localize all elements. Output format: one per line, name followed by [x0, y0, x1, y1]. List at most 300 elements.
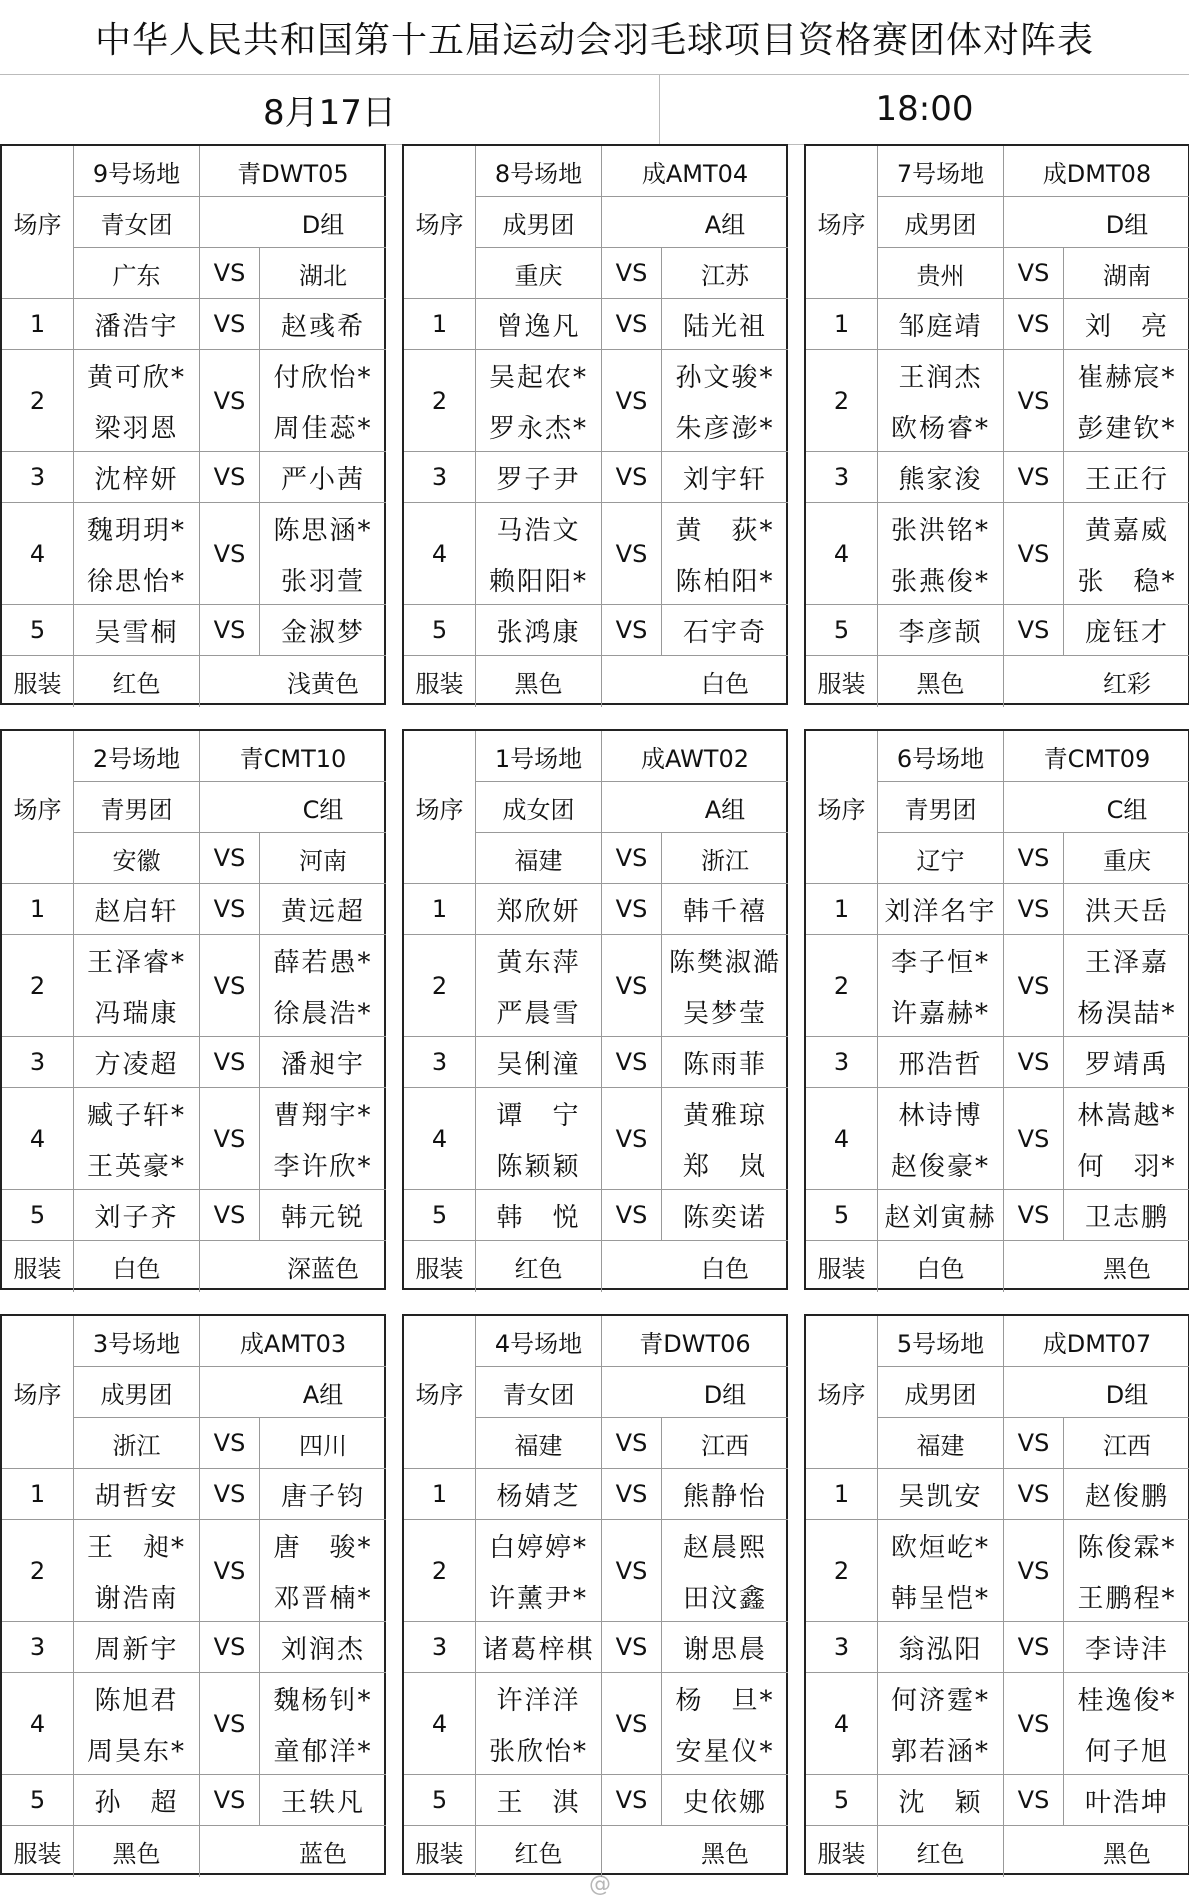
match-block [0, 144, 386, 705]
vs-label: VS [200, 1622, 260, 1673]
match-number: 3 [806, 452, 878, 503]
player-a: 王泽睿* [74, 935, 200, 986]
team-type: 成男团 [74, 1367, 200, 1418]
group-name: D组 [1064, 1367, 1189, 1418]
player-b: 刘 亮 [1064, 299, 1189, 350]
uniform-b: 白色 [701, 1255, 749, 1283]
player-b: 陈奕诺 [662, 1190, 788, 1241]
match-number: 1 [2, 299, 74, 350]
vs-label: VS [1004, 1418, 1064, 1469]
player-a: 刘子齐 [74, 1190, 200, 1241]
blank-cell [602, 1367, 662, 1418]
vs-label: VS [602, 1469, 662, 1520]
match-code: 成DMT07 [1004, 1316, 1189, 1367]
player-b: 庞钰才 [1064, 605, 1189, 656]
player-a: 赵启轩 [74, 884, 200, 935]
player-a: 王 淇 [476, 1775, 602, 1826]
player-a: 吴凯安 [878, 1469, 1004, 1520]
player-b: 潘昶宇 [260, 1037, 386, 1088]
player-b: 曹翔宇* [273, 1101, 373, 1131]
blank-cell [1004, 782, 1064, 833]
team-b: 江西 [662, 1418, 788, 1469]
team-b: 河南 [260, 833, 386, 884]
team-b: 浙江 [662, 833, 788, 884]
order-label: 场序 [404, 1316, 476, 1469]
team-a: 辽宁 [878, 833, 1004, 884]
match-number: 3 [404, 452, 476, 503]
player-a: 吴俐潼 [476, 1037, 602, 1088]
player-b: 黄 荻* [675, 516, 775, 546]
court-name: 1号场地 [476, 731, 602, 782]
player-b: 史依娜 [662, 1775, 788, 1826]
match-number: 4 [404, 1673, 476, 1775]
order-label: 场序 [2, 146, 74, 299]
group-name: D组 [260, 197, 386, 248]
group-name: D组 [1064, 197, 1189, 248]
player-a: 杨婧芝 [476, 1469, 602, 1520]
player-a: 沈 颖 [878, 1775, 1004, 1826]
vs-label: VS [200, 248, 260, 299]
player-a: 谭 宁 [476, 1088, 602, 1139]
team-a: 福建 [476, 833, 602, 884]
player-a: 张洪铭* [878, 503, 1004, 554]
player-b: 熊静怡 [662, 1469, 788, 1520]
player-b: 陈雨菲 [662, 1037, 788, 1088]
match-code: 青CMT10 [200, 731, 386, 782]
uniform-b: 黑色 [1103, 1840, 1151, 1868]
blank-cell [200, 1826, 260, 1877]
vs-label: VS [602, 1037, 662, 1088]
vs-label: VS [200, 1673, 260, 1775]
group-name: D组 [662, 1367, 788, 1418]
player-b: 王泽嘉 [1084, 948, 1169, 978]
blank-cell [1004, 656, 1064, 707]
player-b: 金淑梦 [260, 605, 386, 656]
order-label: 场序 [404, 731, 476, 884]
team-type: 成男团 [476, 197, 602, 248]
player-b: 朱彦澎* [662, 401, 788, 452]
vs-label: VS [200, 1469, 260, 1520]
vs-label: VS [602, 1775, 662, 1826]
team-a: 广东 [74, 248, 200, 299]
uniform-b: 黑色 [1103, 1255, 1151, 1283]
match-number: 4 [2, 1088, 74, 1190]
match-number: 1 [2, 1469, 74, 1520]
player-b: 陈柏阳* [662, 554, 788, 605]
player-b: 王正行 [1064, 452, 1189, 503]
match-number: 2 [404, 350, 476, 452]
vs-label: VS [602, 248, 662, 299]
player-b: 陈樊淑澔 [668, 948, 781, 978]
player-b: 何 羽* [1064, 1139, 1189, 1190]
court-name: 9号场地 [74, 146, 200, 197]
uniform-label: 服装 [404, 1826, 476, 1877]
page-title: 中华人民共和国第十五届运动会羽毛球项目资格赛团体对阵表 [0, 0, 1189, 75]
uniform-label: 服装 [2, 1241, 74, 1292]
order-label: 场序 [2, 1316, 74, 1469]
court-name: 8号场地 [476, 146, 602, 197]
group-name: A组 [662, 197, 788, 248]
player-b: 崔赫宸* [1077, 363, 1177, 393]
match-number: 2 [2, 1520, 74, 1622]
player-a: 翁泓阳 [878, 1622, 1004, 1673]
uniform-label: 服装 [404, 656, 476, 707]
match-number: 5 [404, 605, 476, 656]
player-b: 赵俊鹏 [1064, 1469, 1189, 1520]
player-b: 桂逸俊* [1077, 1686, 1177, 1716]
team-type: 成男团 [878, 1367, 1004, 1418]
player-a: 刘洋名宇 [878, 884, 1004, 935]
match-code: 青DWT06 [602, 1316, 788, 1367]
uniform-label: 服装 [404, 1241, 476, 1292]
player-b: 陈思涵* [273, 516, 373, 546]
player-b: 何子旭 [1064, 1724, 1189, 1775]
player-b: 罗靖禹 [1064, 1037, 1189, 1088]
player-a: 黄东萍 [476, 935, 602, 986]
player-a: 韩呈恺* [878, 1571, 1004, 1622]
court-name: 2号场地 [74, 731, 200, 782]
player-b: 郑 岚 [662, 1139, 788, 1190]
vs-label: VS [1004, 1673, 1064, 1775]
vs-label: VS [200, 884, 260, 935]
team-a: 贵州 [878, 248, 1004, 299]
match-block [0, 729, 386, 1290]
player-a: 诸葛梓棋 [476, 1622, 602, 1673]
vs-label: VS [1004, 1469, 1064, 1520]
player-b: 赵晨熙 [682, 1533, 767, 1563]
match-number: 1 [2, 884, 74, 935]
player-a: 张欣怡* [476, 1724, 602, 1775]
vs-label: VS [602, 884, 662, 935]
group-name: A组 [260, 1367, 386, 1418]
vs-label: VS [602, 452, 662, 503]
vs-label: VS [602, 299, 662, 350]
player-a: 张燕俊* [878, 554, 1004, 605]
player-b: 严小茜 [260, 452, 386, 503]
match-number: 4 [806, 1088, 878, 1190]
player-a: 赵俊豪* [878, 1139, 1004, 1190]
player-b: 陆光祖 [662, 299, 788, 350]
blank-cell [602, 782, 662, 833]
player-b: 张羽萱 [260, 554, 386, 605]
match-number: 4 [806, 503, 878, 605]
vs-label: VS [602, 1673, 662, 1775]
match-block [402, 729, 788, 1290]
match-number: 3 [806, 1622, 878, 1673]
vs-label: VS [1004, 248, 1064, 299]
match-number: 1 [404, 884, 476, 935]
player-a: 张鸿康 [476, 605, 602, 656]
match-number: 3 [2, 452, 74, 503]
vs-label: VS [200, 452, 260, 503]
vs-label: VS [200, 350, 260, 452]
match-number: 3 [2, 1622, 74, 1673]
team-type: 青男团 [878, 782, 1004, 833]
player-a: 罗永杰* [476, 401, 602, 452]
court-name: 7号场地 [878, 146, 1004, 197]
match-number: 1 [806, 1469, 878, 1520]
player-b: 唐子钧 [260, 1469, 386, 1520]
vs-label: VS [602, 1520, 662, 1622]
player-a: 欧烜屹* [878, 1520, 1004, 1571]
match-number: 5 [2, 1190, 74, 1241]
uniform-b: 红彩 [1103, 670, 1151, 698]
player-b: 付欣怡* [273, 363, 373, 393]
uniform-a: 白色 [74, 1241, 200, 1292]
player-b: 薛若愚* [273, 948, 373, 978]
vs-label: VS [602, 1190, 662, 1241]
vs-label: VS [602, 1622, 662, 1673]
match-number: 5 [404, 1775, 476, 1826]
team-b: 湖北 [260, 248, 386, 299]
vs-label: VS [1004, 1088, 1064, 1190]
vs-label: VS [1004, 1037, 1064, 1088]
court-name: 3号场地 [74, 1316, 200, 1367]
player-a: 胡哲安 [74, 1469, 200, 1520]
player-a: 白婷婷* [476, 1520, 602, 1571]
player-b: 杨 旦* [675, 1686, 775, 1716]
player-a: 梁羽恩 [74, 401, 200, 452]
player-b: 卫志鹏 [1064, 1190, 1189, 1241]
vs-label: VS [602, 833, 662, 884]
order-label: 场序 [806, 146, 878, 299]
vs-label: VS [200, 935, 260, 1037]
match-number: 4 [2, 503, 74, 605]
match-number: 2 [2, 350, 74, 452]
team-type: 成男团 [878, 197, 1004, 248]
player-b: 吴梦莹 [662, 986, 788, 1037]
vs-label: VS [1004, 833, 1064, 884]
player-b: 石宇奇 [662, 605, 788, 656]
player-a: 王 昶* [74, 1520, 200, 1571]
uniform-a: 红色 [74, 656, 200, 707]
team-type: 成女团 [476, 782, 602, 833]
court-name: 4号场地 [476, 1316, 602, 1367]
blank-cell [1004, 1241, 1064, 1292]
team-b: 江苏 [662, 248, 788, 299]
player-b: 彭建钦* [1064, 401, 1189, 452]
player-a: 林诗博 [878, 1088, 1004, 1139]
vs-label: VS [200, 605, 260, 656]
player-a: 韩 悦 [476, 1190, 602, 1241]
blank-cell [602, 1241, 662, 1292]
blank-cell [200, 656, 260, 707]
uniform-b: 黑色 [701, 1840, 749, 1868]
blank-cell [1004, 197, 1064, 248]
match-number: 3 [404, 1037, 476, 1088]
player-a: 马浩文 [476, 503, 602, 554]
blank-cell [1004, 1826, 1064, 1877]
uniform-b: 白色 [701, 670, 749, 698]
player-a: 方凌超 [74, 1037, 200, 1088]
uniform-b: 蓝色 [299, 1840, 347, 1868]
player-a: 谢浩南 [74, 1571, 200, 1622]
player-b: 刘宇轩 [662, 452, 788, 503]
player-b: 刘润杰 [260, 1622, 386, 1673]
match-code: 青DWT05 [200, 146, 386, 197]
uniform-b: 深蓝色 [287, 1255, 359, 1283]
match-number: 1 [806, 299, 878, 350]
match-number: 5 [2, 605, 74, 656]
player-a: 许洋洋 [476, 1673, 602, 1724]
team-a: 安徽 [74, 833, 200, 884]
vs-label: VS [1004, 1520, 1064, 1622]
vs-label: VS [200, 1037, 260, 1088]
match-number: 5 [806, 1775, 878, 1826]
player-b: 李诗沣 [1064, 1622, 1189, 1673]
player-b: 田汶鑫 [662, 1571, 788, 1622]
player-b: 安星仪* [662, 1724, 788, 1775]
player-a: 李子恒* [878, 935, 1004, 986]
player-a: 臧子轩* [74, 1088, 200, 1139]
vs-label: VS [200, 1190, 260, 1241]
group-name: C组 [260, 782, 386, 833]
match-code: 青CMT09 [1004, 731, 1189, 782]
player-a: 邢浩哲 [878, 1037, 1004, 1088]
vs-label: VS [602, 1418, 662, 1469]
court-name: 5号场地 [878, 1316, 1004, 1367]
team-a: 福建 [476, 1418, 602, 1469]
match-number: 1 [806, 884, 878, 935]
match-code: 成DMT08 [1004, 146, 1189, 197]
match-number: 2 [2, 935, 74, 1037]
uniform-label: 服装 [806, 1826, 878, 1877]
vs-label: VS [200, 833, 260, 884]
team-b: 湖南 [1064, 248, 1189, 299]
vs-label: VS [1004, 350, 1064, 452]
match-number: 5 [806, 1190, 878, 1241]
player-b: 黄嘉威 [1084, 516, 1169, 546]
match-number: 4 [806, 1673, 878, 1775]
match-block [402, 144, 788, 705]
player-b: 魏杨钊* [273, 1686, 373, 1716]
uniform-a: 黑色 [74, 1826, 200, 1877]
vs-label: VS [1004, 452, 1064, 503]
vs-label: VS [1004, 503, 1064, 605]
match-number: 1 [404, 299, 476, 350]
match-block [804, 729, 1189, 1290]
uniform-a: 红色 [476, 1241, 602, 1292]
match-code: 成AWT02 [602, 731, 788, 782]
vs-label: VS [200, 1520, 260, 1622]
date-time-bar [0, 74, 1189, 145]
match-code: 成AMT03 [200, 1316, 386, 1367]
team-b: 江西 [1064, 1418, 1189, 1469]
team-type: 青女团 [476, 1367, 602, 1418]
blank-cell [200, 197, 260, 248]
match-block [0, 1314, 386, 1875]
uniform-a: 黑色 [878, 656, 1004, 707]
player-a: 罗子尹 [476, 452, 602, 503]
match-number: 3 [2, 1037, 74, 1088]
player-b: 李许欣* [260, 1139, 386, 1190]
player-a: 黄可欣* [74, 350, 200, 401]
player-a: 吴起农* [476, 350, 602, 401]
match-number: 5 [806, 605, 878, 656]
vs-label: VS [1004, 605, 1064, 656]
player-b: 童郁洋* [260, 1724, 386, 1775]
player-a: 曾逸凡 [476, 299, 602, 350]
order-label: 场序 [806, 731, 878, 884]
player-b: 谢思晨 [662, 1622, 788, 1673]
vs-label: VS [200, 1775, 260, 1826]
player-a: 周新宇 [74, 1622, 200, 1673]
vs-label: VS [200, 1418, 260, 1469]
player-a: 熊家浚 [878, 452, 1004, 503]
uniform-a: 黑色 [476, 656, 602, 707]
blank-cell [602, 656, 662, 707]
player-b: 陈俊霖* [1077, 1533, 1177, 1563]
uniform-b: 浅黄色 [287, 670, 359, 698]
player-b: 周佳蕊* [260, 401, 386, 452]
blank-cell [200, 1367, 260, 1418]
match-number: 3 [806, 1037, 878, 1088]
match-code: 成AMT04 [602, 146, 788, 197]
vs-label: VS [1004, 1775, 1064, 1826]
team-b: 四川 [260, 1418, 386, 1469]
player-a: 郭若涵* [878, 1724, 1004, 1775]
team-a: 福建 [878, 1418, 1004, 1469]
player-a: 潘浩宇 [74, 299, 200, 350]
vs-label: VS [602, 503, 662, 605]
player-a: 陈颖颖 [476, 1139, 602, 1190]
team-type: 青女团 [74, 197, 200, 248]
player-a: 许薰尹* [476, 1571, 602, 1622]
uniform-a: 红色 [476, 1826, 602, 1877]
player-b: 韩元锐 [260, 1190, 386, 1241]
player-a: 王润杰 [878, 350, 1004, 401]
player-b: 邓晋楠* [260, 1571, 386, 1622]
player-a: 邹庭靖 [878, 299, 1004, 350]
match-date: 8月17日 [0, 74, 660, 144]
uniform-a: 红色 [878, 1826, 1004, 1877]
player-a: 冯瑞康 [74, 986, 200, 1037]
player-b: 韩千禧 [662, 884, 788, 935]
blank-cell [1004, 1367, 1064, 1418]
vs-label: VS [602, 1088, 662, 1190]
vs-label: VS [200, 1088, 260, 1190]
player-a: 吴雪桐 [74, 605, 200, 656]
player-b: 孙文骏* [675, 363, 775, 393]
player-b: 唐 骏* [273, 1533, 373, 1563]
team-a: 浙江 [74, 1418, 200, 1469]
player-b: 林嵩越* [1077, 1101, 1177, 1131]
vs-label: VS [1004, 299, 1064, 350]
vs-label: VS [1004, 884, 1064, 935]
match-number: 2 [404, 935, 476, 1037]
vs-label: VS [200, 299, 260, 350]
match-block [804, 1314, 1189, 1875]
match-number: 2 [806, 1520, 878, 1622]
player-b: 王鹏程* [1064, 1571, 1189, 1622]
player-a: 赵刘寅赫 [878, 1190, 1004, 1241]
vs-label: VS [1004, 1190, 1064, 1241]
player-a: 周昊东* [74, 1724, 200, 1775]
match-number: 2 [806, 350, 878, 452]
team-a: 重庆 [476, 248, 602, 299]
player-b: 张 稳* [1064, 554, 1189, 605]
match-block [402, 1314, 788, 1875]
match-number: 4 [404, 503, 476, 605]
uniform-a: 白色 [878, 1241, 1004, 1292]
uniform-label: 服装 [806, 656, 878, 707]
player-b: 徐晨浩* [260, 986, 386, 1037]
match-number: 4 [404, 1088, 476, 1190]
team-type: 青男团 [74, 782, 200, 833]
team-b: 重庆 [1064, 833, 1189, 884]
player-a: 郑欣妍 [476, 884, 602, 935]
match-block [804, 144, 1189, 705]
